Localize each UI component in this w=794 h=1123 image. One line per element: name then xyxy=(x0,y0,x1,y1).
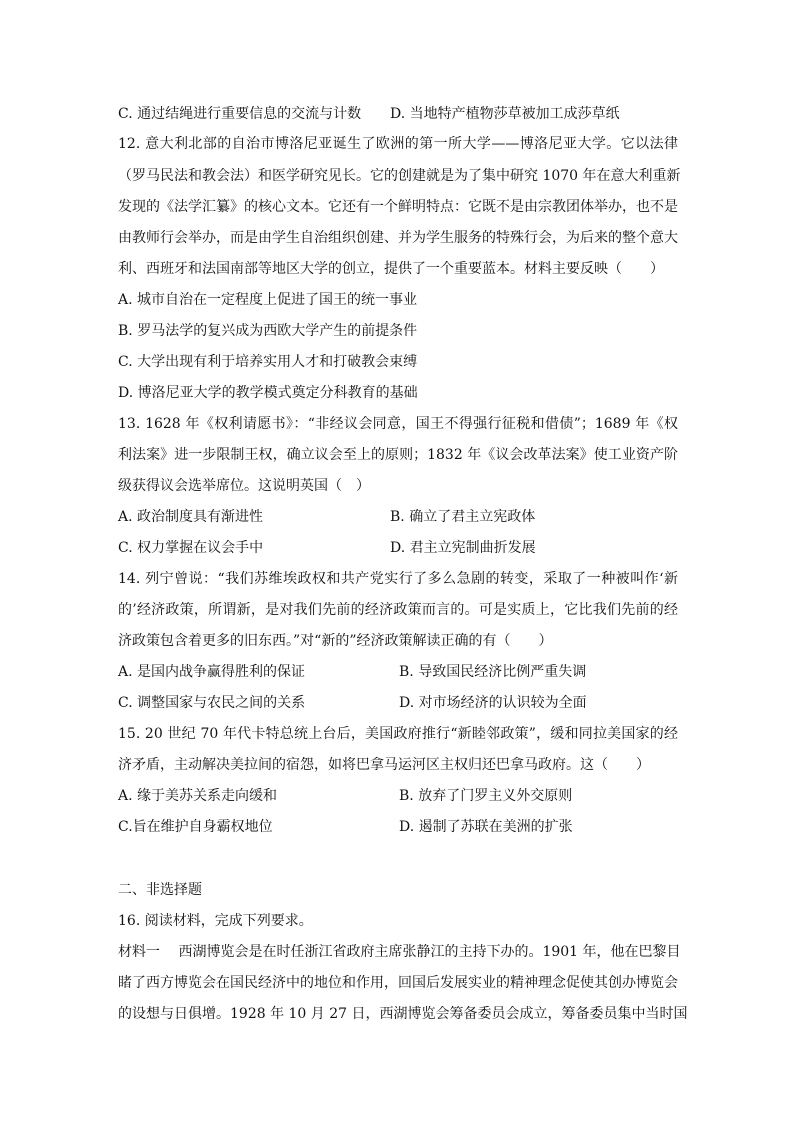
q12-stem-line-3: 发现的《法学汇纂》的核心文本。它还有一个鲜明特点：它既不是由宗教团体举办，也不是 xyxy=(118,199,678,215)
q14-stem-line-1: 14. 列宁曾说：“我们苏维埃政权和共产党实行了多么急剧的转变，采取了一种被叫作‘新 xyxy=(118,571,678,587)
q13-option-b: B. 确立了君主立宪政体 xyxy=(390,509,536,525)
q13-stem-line-1: 13. 1628 年《权利请愿书》：“非经议会同意，国王不得强行征税和借债”；1689 年《权 xyxy=(118,416,678,432)
q13-option-a: A. 政治制度具有渐进性 xyxy=(118,509,264,525)
material-line-1: 材料一 西湖博览会是在时任浙江省政府主席张静江的主持下办的。1901 年，他在巴黎目 xyxy=(118,944,681,960)
q16-prompt: 16. 阅读材料，完成下列要求。 xyxy=(118,913,313,929)
q13-option-c: C. 权力掌握在议会手中 xyxy=(118,540,264,556)
q12-stem-line-2: （罗马民法和教会法）和医学研究见长。它的创建就是为了集中研究 1070 年在意大利重新 xyxy=(118,168,681,184)
q15-option-b: B. 放弃了门罗主义外交原则 xyxy=(399,788,573,804)
q14-option-c: C. 调整国家与农民之间的关系 xyxy=(118,695,306,711)
q12-stem-line-5: 利、西班牙和法国南部等地区大学的创立，提供了一个重要蓝本。材料主要反映（ ） xyxy=(118,261,664,277)
q13-stem-line-3: 级获得议会选举席位。这说明英国（ ） xyxy=(118,478,370,494)
q14-option-a: A. 是国内战争赢得胜利的保证 xyxy=(118,664,306,680)
q15-stem-line-1: 15. 20 世纪 70 年代卡特总统上台后，美国政府推行“新睦邻政策”，缓和同拉美国家的经 xyxy=(118,726,678,742)
q11-option-c: C. 通过结绳进行重要信息的交流与计数 xyxy=(118,106,362,122)
q12-option-c: C. 大学出现有利于培养实用人才和打破教会束缚 xyxy=(118,354,418,370)
q11-option-d: D. 当地特产植物莎草被加工成莎草纸 xyxy=(390,106,620,122)
q12-option-d: D. 博洛尼亚大学的教学模式奠定分科教育的基础 xyxy=(118,385,418,401)
q13-stem-line-2: 利法案》进一步限制王权，确立议会至上的原则；1832 年《议会改革法案》使工业资产阶 xyxy=(118,447,678,463)
section-heading: 二、非选择题 xyxy=(118,882,202,898)
q12-stem-line-4: 由教师行会举办，而是由学生自治组织创建、并为学生服务的特殊行会，为后来的整个意大 xyxy=(118,230,678,246)
q15-option-d: D. 遏制了苏联在美洲的扩张 xyxy=(399,819,573,835)
q15-option-a: A. 缘于美苏关系走向缓和 xyxy=(118,788,278,804)
material-line-2: 睹了西方博览会在国民经济中的地位和作用，回国后发展实业的精神理念促使其创办博览会 xyxy=(118,975,678,991)
q14-option-d: D. 对市场经济的认识较为全面 xyxy=(399,695,587,711)
material-line-3: 的设想与日俱增。1928 年 10 月 27 日，西湖博览会筹备委员会成立，筹备委员集中当时国 xyxy=(118,1006,688,1022)
q12-option-b: B. 罗马法学的复兴成为西欧大学产生的前提条件 xyxy=(118,323,418,339)
q14-stem-line-3: 济政策包含着更多的旧东西。”对“新的”经济政策解读正确的有（ ） xyxy=(118,633,553,649)
q15-stem-line-2: 济矛盾，主动解决美拉间的宿怨，如将巴拿马运河区主权归还巴拿马政府。这（ ） xyxy=(118,757,650,773)
q13-option-d: D. 君主立宪制曲折发展 xyxy=(390,540,536,556)
q14-stem-line-2: 的’经济政策，所谓新，是对我们先前的经济政策而言的。可是实质上，它比我们先前的经 xyxy=(118,602,678,618)
q15-option-c: C.旨在维护自身霸权地位 xyxy=(118,819,273,835)
q14-option-b: B. 导致国民经济比例严重失调 xyxy=(399,664,587,680)
q12-option-a: A. 城市自治在一定程度上促进了国王的统一事业 xyxy=(118,292,418,308)
q12-stem-line-1: 12. 意大利北部的自治市博洛尼亚诞生了欧洲的第一所大学——博洛尼亚大学。它以法律 xyxy=(118,136,678,152)
